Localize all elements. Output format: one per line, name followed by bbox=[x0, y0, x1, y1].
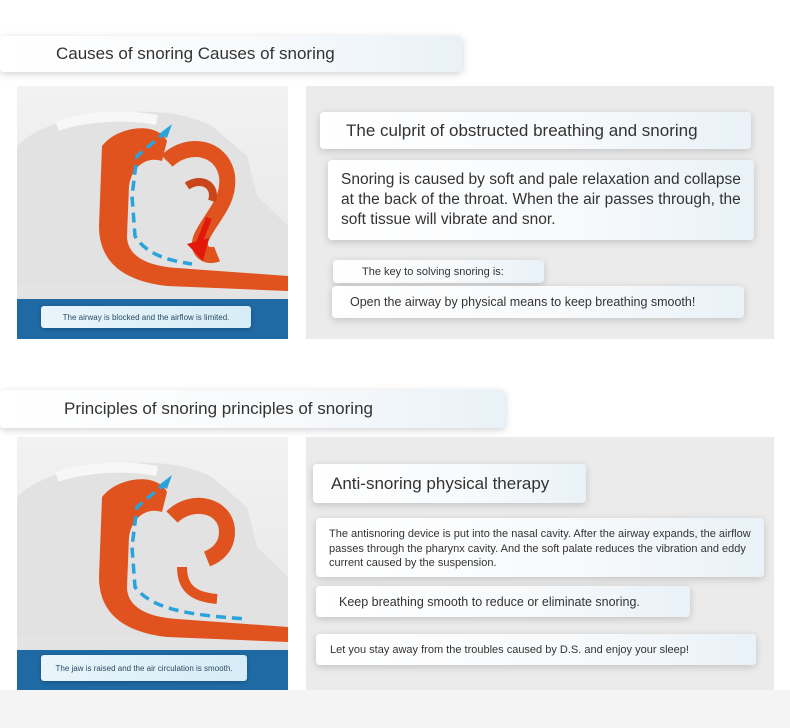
therapy-description: The antisnoring device is put into the nasal cavity. After the airway expands, the airflow passes through the pharynx cavity. And the soft palate reduces the vibration and eddy current caused by the suspension. bbox=[316, 518, 764, 577]
section-1-title: Causes of snoring Causes of snoring bbox=[0, 36, 462, 72]
key-solution-text: Open the airway by physical means to keep breathing smooth! bbox=[332, 286, 744, 318]
footer-strip bbox=[0, 690, 790, 728]
airway-blocked-illustration bbox=[17, 86, 288, 339]
key-label: The key to solving snoring is: bbox=[333, 260, 544, 283]
therapy-point-1: Keep breathing smooth to reduce or eliminate snoring. bbox=[316, 586, 690, 617]
section-2-title: Principles of snoring principles of snoring bbox=[0, 390, 505, 428]
therapy-heading: Anti-snoring physical therapy bbox=[313, 464, 586, 503]
culprit-heading: The culprit of obstructed breathing and snoring bbox=[320, 112, 751, 149]
culprit-description: Snoring is caused by soft and pale relaxation and collapse at the back of the throat. When the air passes through, the soft tissue will vibrate and snor. bbox=[328, 160, 754, 240]
airway-open-illustration bbox=[17, 437, 288, 690]
image-caption: The airway is blocked and the airflow is limited. bbox=[41, 306, 251, 328]
therapy-point-2: Let you stay away from the troubles caused by D.S. and enjoy your sleep! bbox=[316, 634, 756, 665]
image-caption: The jaw is raised and the air circulation is smooth. bbox=[41, 655, 247, 681]
